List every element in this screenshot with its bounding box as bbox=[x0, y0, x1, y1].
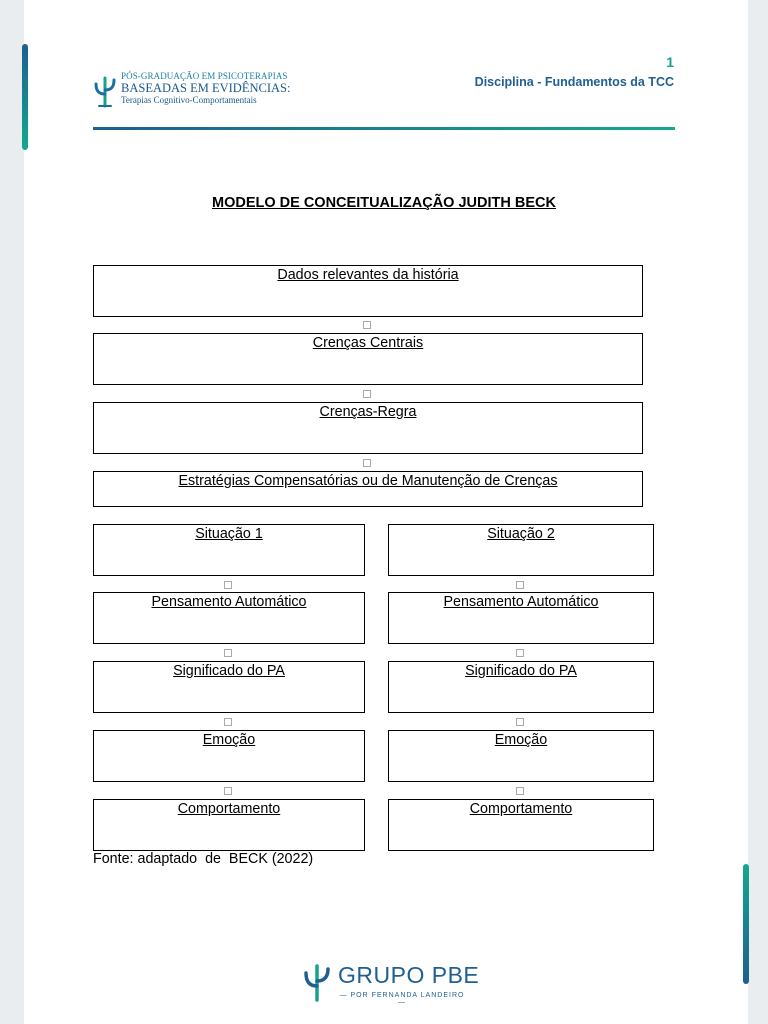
box-comportamento-2 bbox=[388, 799, 654, 851]
document-page bbox=[24, 0, 748, 1024]
box-pensamento-2 bbox=[388, 592, 654, 644]
document-title: MODELO DE CONCEITUALIZAÇÃO JUDITH BECK bbox=[212, 195, 556, 211]
box-label: Significado do PA bbox=[465, 663, 577, 679]
box-historia bbox=[93, 265, 643, 317]
box-pensamento-1 bbox=[93, 592, 365, 644]
box-label: Crenças-Regra bbox=[319, 404, 417, 420]
program-logo-text bbox=[121, 72, 290, 105]
box-crencas-centrais bbox=[93, 333, 643, 385]
logo-line-2: BASEADAS EM EVIDÊNCIAS: bbox=[121, 81, 291, 95]
box-label: Significado do PA bbox=[173, 663, 285, 679]
connector-icon bbox=[224, 649, 232, 657]
footer-cactus-icon bbox=[302, 960, 332, 1002]
box-label: Pensamento Automático bbox=[443, 594, 599, 610]
left-accent-bar bbox=[22, 44, 28, 150]
box-significado-2 bbox=[388, 661, 654, 713]
connector-icon bbox=[516, 649, 524, 657]
connector-icon bbox=[363, 321, 371, 329]
box-comportamento-1 bbox=[93, 799, 365, 851]
connector-icon bbox=[516, 718, 524, 726]
box-label: Comportamento bbox=[177, 801, 281, 817]
box-emocao-2 bbox=[388, 730, 654, 782]
source-citation: Fonte: adaptado de BECK (2022) bbox=[93, 851, 314, 867]
box-significado-1 bbox=[93, 661, 365, 713]
box-estrategias bbox=[93, 471, 643, 507]
box-label: Situação 2 bbox=[487, 526, 555, 542]
box-label: Emoção bbox=[202, 732, 256, 748]
box-label: Crenças Centrais bbox=[312, 335, 424, 351]
connector-icon bbox=[224, 787, 232, 795]
box-situacao-1 bbox=[93, 524, 365, 576]
box-label: Pensamento Automático bbox=[151, 594, 307, 610]
box-label: Situação 1 bbox=[195, 526, 263, 542]
connector-icon bbox=[363, 459, 371, 467]
connector-icon bbox=[516, 581, 524, 589]
box-label: Dados relevantes da história bbox=[277, 267, 459, 283]
right-accent-bar bbox=[743, 864, 749, 984]
box-emocao-1 bbox=[93, 730, 365, 782]
logo-line-1: PÓS-GRADUAÇÃO EM PSICOTERAPIAS bbox=[121, 71, 288, 81]
connector-icon bbox=[224, 581, 232, 589]
connector-icon bbox=[224, 718, 232, 726]
box-label: Estratégias Compensatórias ou de Manutenção de Crenças bbox=[178, 473, 558, 489]
box-label: Comportamento bbox=[469, 801, 573, 817]
connector-icon bbox=[516, 787, 524, 795]
connector-icon bbox=[363, 390, 371, 398]
box-crencas-regra bbox=[93, 402, 643, 454]
page-number: 1 bbox=[666, 54, 674, 70]
box-situacao-2 bbox=[388, 524, 654, 576]
header-divider bbox=[93, 127, 675, 130]
box-label: Emoção bbox=[494, 732, 548, 748]
discipline-label: Disciplina - Fundamentos da TCC bbox=[474, 75, 674, 89]
logo-line-3: Terapias Cognitivo-Comportamentais bbox=[121, 94, 257, 105]
footer-brand: GRUPO PBE bbox=[338, 962, 480, 988]
footer-subtitle: — POR FERNANDA LANDEIRO — bbox=[339, 992, 465, 1006]
cactus-logo-icon bbox=[92, 72, 118, 108]
